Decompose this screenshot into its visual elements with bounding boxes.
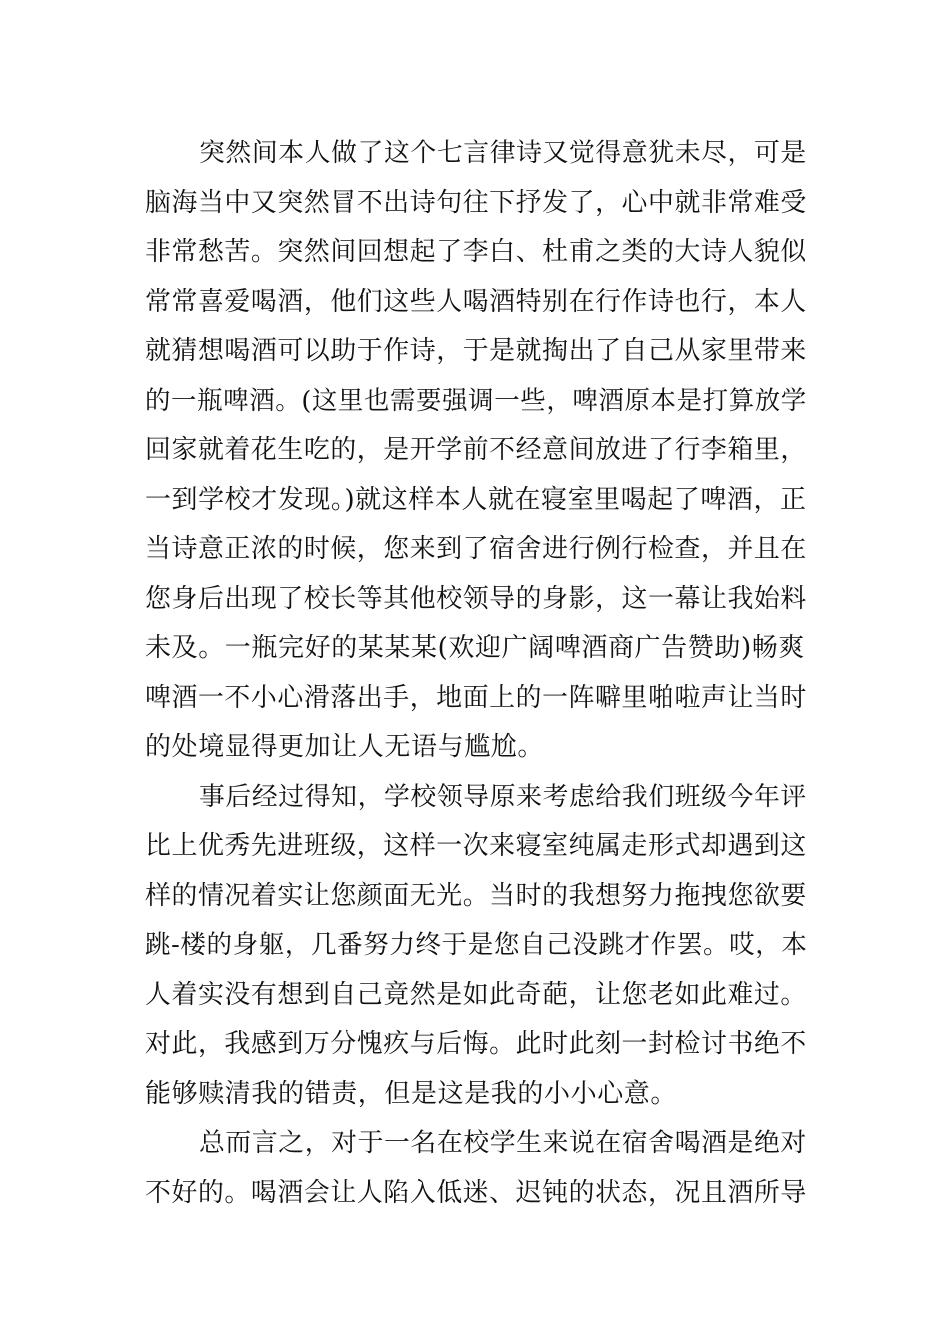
paragraph-1-line-13: 的处境显得更加让人无语与尴尬。 (145, 732, 545, 762)
paragraph-2-line-4: 跳-楼的身躯，几番努力终于是您自己没跳才作罢。哎，本 (145, 930, 808, 960)
paragraph-2-line-5: 人着实没有想到自己竟然是如此奇葩，让您老如此难过。 (145, 980, 807, 1010)
paragraph-1-line-2: 脑海当中又突然冒不出诗句往下抒发了，心中就非常难受 (145, 188, 807, 218)
paragraph-2-line-7: 能够赎清我的错责，但是这是我的小小心意。 (145, 1079, 678, 1109)
paragraph-2-line-3: 样的情况着实让您颜面无光。当时的我想努力拖拽您欲要 (145, 881, 807, 911)
paragraph-2-line-1: 事后经过得知，学校领导原来考虑给我们班级今年评 (199, 782, 807, 812)
paragraph-1-line-3: 非常愁苦。突然间回想起了李白、杜甫之类的大诗人貌似 (145, 237, 807, 267)
paragraph-1-line-11: 未及。一瓶完好的某某某(欢迎广阔啤酒商广告赞助)畅爽 (145, 633, 805, 663)
paragraph-1-line-4: 常常喜爱喝酒，他们这些人喝酒特别在行作诗也行，本人 (145, 287, 807, 317)
paragraph-2-line-2: 比上优秀先进班级，这样一次来寝室纯属走形式却遇到这 (145, 831, 807, 861)
paragraph-1-line-7: 回家就着花生吃的，是开学前不经意间放进了行李箱里， (145, 435, 807, 465)
paragraph-1-line-12: 啤酒一不小心滑落出手，地面上的一阵噼里啪啦声让当时 (145, 683, 807, 713)
paragraph-3-line-2: 不好的。喝酒会让人陷入低迷、迟钝的状态，况且酒所导 (145, 1178, 807, 1208)
paragraph-1-line-6: 的一瓶啤酒。(这里也需要强调一些，啤酒原本是打算放学 (145, 386, 807, 416)
paragraph-2-line-6: 对此，我感到万分愧疚与后悔。此时此刻一封检讨书绝不 (145, 1029, 807, 1059)
paragraph-1-line-10: 您身后出现了校长等其他校领导的身影，这一幕让我始料 (145, 584, 807, 614)
paragraph-1-line-8: 一到学校才发现。)就这样本人就在寝室里喝起了啤酒，正 (145, 485, 807, 515)
paragraph-1-line-5: 就猜想喝酒可以助于作诗，于是就掏出了自己从家里带来 (145, 336, 807, 366)
paragraph-1-line-1: 突然间本人做了这个七言律诗又觉得意犹未尽，可是 (199, 138, 807, 168)
paragraph-1-line-9: 当诗意正浓的时候，您来到了宿舍进行例行检查，并且在 (145, 534, 807, 564)
paragraph-3-line-1: 总而言之，对于一名在校学生来说在宿舍喝酒是绝对 (199, 1128, 807, 1158)
